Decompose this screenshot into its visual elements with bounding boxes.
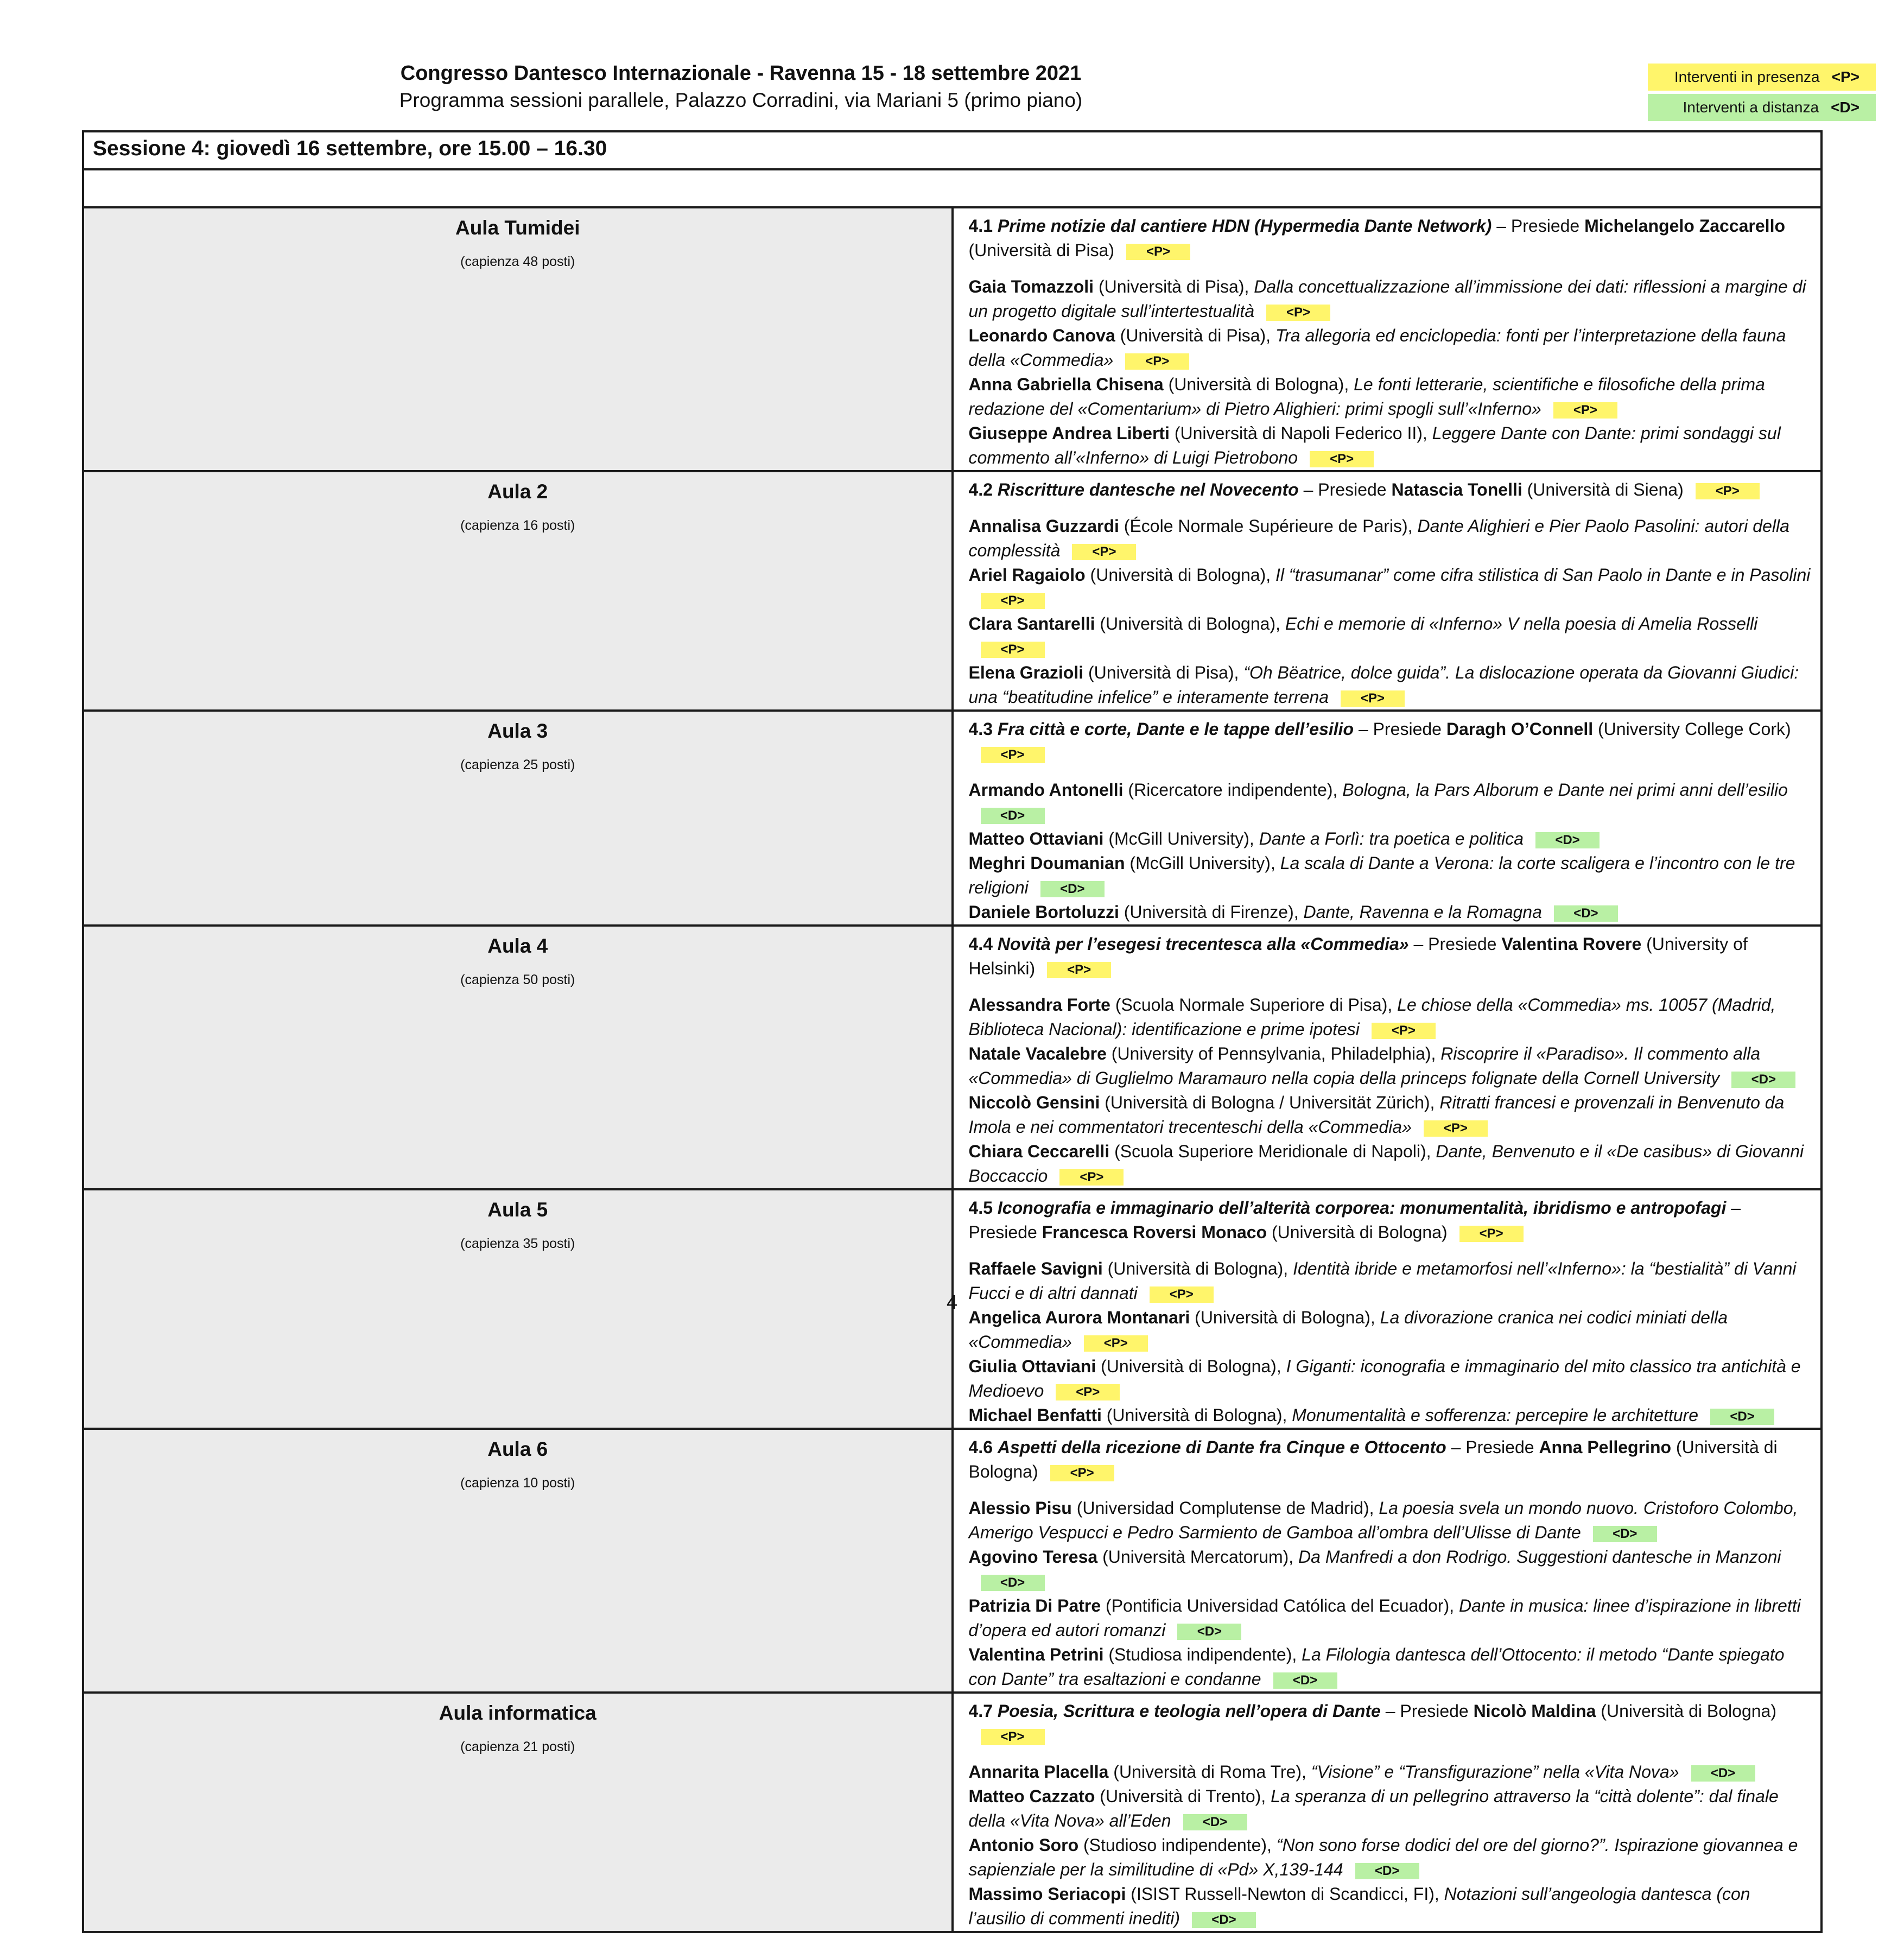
room-name: Aula Tumidei — [455, 217, 580, 239]
talk-title: Monumentalità e sofferenza: percepire le architetture — [1292, 1405, 1699, 1425]
room-capacity: (capienza 25 posti) — [460, 757, 575, 772]
talk-speaker: Alessandra Forte — [968, 995, 1110, 1015]
talk-affiliation: (Università Mercatorum), — [1102, 1547, 1294, 1567]
room-cell — [83, 1693, 953, 1932]
talk-affiliation: (Università di Bologna / Universität Zürich), — [1105, 1093, 1435, 1112]
talk-speaker: Raffaele Savigni — [968, 1259, 1103, 1278]
mode-badge: <P> — [981, 642, 1045, 658]
talk-title: Dante a Forlì: tra poetica e politica — [1259, 829, 1524, 848]
talk-affiliation: (Pontificia Universidad Católica del Ecuador), — [1106, 1596, 1455, 1615]
session-title: Novità per l’esegesi trecentesca alla «Commedia» — [997, 934, 1409, 954]
talk-affiliation: (Ricercatore indipendente), — [1128, 780, 1338, 800]
talk-speaker: Natale Vacalebre — [968, 1044, 1107, 1063]
talk-item — [969, 851, 1811, 900]
room-cell — [83, 1429, 953, 1693]
mode-badge: <D> — [981, 808, 1045, 824]
talk-affiliation: (Università di Pisa), — [1088, 663, 1239, 682]
talk-item — [969, 372, 1811, 421]
chair-affiliation: (Università di Bologna) — [968, 1437, 1778, 1481]
talk-item — [969, 1354, 1811, 1403]
talk-speaker: Matteo Ottaviani — [968, 829, 1104, 848]
talk-affiliation: (Studioso indipendente), — [1083, 1835, 1272, 1855]
mode-badge: <P> — [1072, 544, 1136, 560]
chair-name: Daragh O’Connell — [1446, 719, 1594, 739]
chair-affiliation: (Università di Pisa) — [968, 240, 1115, 260]
mode-badge: <P> — [1150, 1286, 1214, 1303]
session-header: Sessione 4: giovedì 16 settembre, ore 15.00 – 16.30 — [83, 131, 1822, 169]
talk-title: La speranza di un pellegrino attraverso la “città dolente”: dal finale della «Vita Nova» all’Eden — [968, 1786, 1779, 1830]
talk-speaker: Gaia Tomazzoli — [968, 277, 1094, 296]
mode-badge: <P> — [1310, 451, 1374, 467]
legend-presence-code: <P> — [1831, 68, 1859, 85]
talk-affiliation: (Università di Bologna), — [1101, 1357, 1281, 1376]
talk-item — [969, 900, 1811, 924]
program-table — [82, 130, 1823, 1933]
mode-badge: <P> — [981, 593, 1045, 609]
room-row — [83, 471, 1822, 711]
mode-badge: <D> — [1040, 881, 1105, 897]
session-number: 4.5 — [968, 1198, 993, 1218]
talk-speaker: Ariel Ragaiolo — [968, 565, 1086, 585]
mode-badge: <D> — [1554, 905, 1618, 922]
talk-affiliation: (Università di Napoli Federico II), — [1174, 423, 1427, 443]
mode-badge: <D> — [981, 1575, 1045, 1591]
talk-title: Dante Alighieri e Pier Paolo Pasolini: autori della complessità — [968, 516, 1789, 560]
chair-prefix: – Presiede — [1358, 719, 1442, 739]
mode-badge: <P> — [1059, 1169, 1124, 1186]
talk-speaker: Michael Benfatti — [968, 1405, 1102, 1425]
chair-name: Francesca Roversi Monaco — [1042, 1222, 1267, 1242]
legend-presence-label: Interventi in presenza — [1674, 68, 1820, 85]
talk-speaker: Giulia Ottaviani — [968, 1357, 1096, 1376]
talk-title: Il “trasumanar” come cifra stilistica di San Paolo in Dante e in Pasolini — [1275, 565, 1811, 585]
session-cell — [953, 471, 1822, 711]
legend-distance-code: <D> — [1831, 99, 1859, 116]
talk-title: Tra allegoria ed enciclopedia: fonti per l’interpretazione della fauna della «Commedia» — [968, 326, 1786, 370]
talk-title: “Visione” e “Transfigurazione” nella «Vita Nova» — [1311, 1762, 1679, 1782]
room-capacity: (capienza 48 posti) — [460, 254, 575, 269]
talk-affiliation: (Università di Pisa), — [1120, 326, 1271, 345]
talk-affiliation: (Università di Trento), — [1100, 1786, 1266, 1806]
talk-title: Dalla concettualizzazione all’immissione dei dati: riflessioni a margine di un progetto digitale sull’intertestualità — [968, 277, 1806, 321]
session-number: 4.1 — [968, 216, 993, 236]
session-title: Prime notizie dal cantiere HDN (Hypermedia Dante Network) — [997, 216, 1492, 236]
talk-title: La Filologia dantesca dell’Ottocento: il metodo “Dante spiegato con Dante” tra esaltazioni e condanne — [968, 1645, 1785, 1689]
session-number: 4.4 — [968, 934, 993, 954]
talk-title: Echi e memorie di «Inferno» V nella poesia di Amelia Rosselli — [1285, 614, 1758, 633]
chair-prefix: – Presiede — [1451, 1437, 1534, 1457]
talk-item — [969, 1496, 1811, 1545]
talk-title: Dante, Ravenna e la Romagna — [1303, 902, 1542, 922]
talk-affiliation: (Scuola Normale Superiore di Pisa), — [1115, 995, 1393, 1015]
chair-name: Anna Pellegrino — [1539, 1437, 1672, 1457]
talk-affiliation: (McGill University), — [1129, 853, 1275, 873]
chair-name: Nicolò Maldina — [1473, 1701, 1596, 1721]
talk-item — [969, 1139, 1811, 1188]
mode-badge: <P> — [1372, 1023, 1436, 1039]
talk-speaker: Clara Santarelli — [968, 614, 1095, 633]
talk-item — [969, 778, 1811, 827]
room-capacity: (capienza 50 posti) — [460, 972, 575, 987]
mode-badge: <P> — [1696, 483, 1760, 499]
talk-speaker: Daniele Bortoluzzi — [968, 902, 1119, 922]
talk-title: Notazioni sull’angeologia dantesca (con l’ausilio di commenti inediti) — [968, 1884, 1750, 1928]
talk-speaker: Antonio Soro — [968, 1835, 1079, 1855]
talk-affiliation: (University of Pennsylvania, Philadelphia), — [1111, 1044, 1436, 1063]
room-name: Aula 4 — [487, 935, 548, 957]
talk-speaker: Matteo Cazzato — [968, 1786, 1095, 1806]
mode-badge: <D> — [1593, 1526, 1657, 1542]
mode-badge: <D> — [1183, 1814, 1247, 1830]
talk-title: Dante in musica: linee d’ispirazione in libretti d’opera ed autori romanzi — [968, 1596, 1801, 1640]
mode-badge: <P> — [1553, 402, 1617, 419]
talk-item — [969, 1882, 1811, 1931]
talk-affiliation: (ISIST Russell-Newton di Scandicci, FI), — [1131, 1884, 1439, 1904]
chair-name: Valentina Rovere — [1501, 934, 1642, 954]
session-number: 4.6 — [968, 1437, 993, 1457]
room-cell — [83, 926, 953, 1189]
talk-item — [969, 1545, 1811, 1594]
mode-badge: <D> — [1192, 1912, 1256, 1928]
chair-affiliation: (Università di Bologna) — [1601, 1701, 1776, 1721]
session-title: Aspetti della ricezione di Dante fra Cinque e Ottocento — [997, 1437, 1446, 1457]
room-capacity: (capienza 16 posti) — [460, 518, 575, 533]
talk-title: La scala di Dante a Verona: la corte scaligera e l’incontro con le tre religioni — [968, 853, 1795, 897]
room-name: Aula 2 — [487, 480, 548, 503]
talk-item — [969, 1594, 1811, 1643]
talk-title: Identità ibride e metamorfosi nell’«Inferno»: la “bestialità” di Vanni Fucci e di altri dannati — [968, 1259, 1797, 1303]
mode-badge: <D> — [1177, 1624, 1241, 1640]
talk-item — [969, 275, 1811, 324]
mode-badge: <P> — [1126, 244, 1190, 260]
chair-affiliation: (Università di Siena) — [1527, 480, 1684, 499]
session-number: 4.2 — [968, 480, 993, 499]
talk-speaker: Anna Gabriella Chisena — [968, 375, 1164, 394]
legend-distance — [1648, 94, 1876, 121]
legend — [1648, 64, 1876, 124]
talk-item — [969, 993, 1811, 1042]
room-name: Aula 3 — [487, 720, 548, 742]
mode-badge: <P> — [1084, 1335, 1148, 1352]
talk-speaker: Armando Antonelli — [968, 780, 1124, 800]
document-title: Congresso Dantesco Internazionale - Ravenna 15 - 18 settembre 2021 — [400, 62, 1082, 85]
session-title: Poesia, Scrittura e teologia nell’opera di Dante — [997, 1701, 1381, 1721]
session-title: Iconografia e immaginario dell’alterità corporea: monumentalità, ibridismo e antropofagi — [997, 1198, 1727, 1218]
talk-title: “Non sono forse dodici del ore del giorno?”. Ispirazione giovannea e sapienziale per la similitudine di «Pd» X,139-144 — [968, 1835, 1798, 1879]
session-title-line — [969, 214, 1811, 263]
talk-title: I Giganti: iconografia e immaginario del mito classico tra antichità e Medioevo — [968, 1357, 1801, 1400]
mode-badge: <P> — [1047, 962, 1111, 978]
talk-affiliation: (Universidad Complutense de Madrid), — [1076, 1498, 1374, 1518]
talk-affiliation: (Università di Bologna), — [1090, 565, 1271, 585]
talk-item — [969, 1643, 1811, 1691]
session-cell — [953, 1693, 1822, 1932]
talk-affiliation: (Università di Bologna), — [1107, 1259, 1289, 1278]
talk-title: Leggere Dante con Dante: primi sondaggi sul commento all’«Inferno» di Luigi Pietrobono — [968, 423, 1781, 467]
talk-affiliation: (Università di Bologna), — [1168, 375, 1349, 394]
chair-prefix: – Presiede — [1496, 216, 1580, 236]
talk-speaker: Meghri Doumanian — [968, 853, 1125, 873]
chair-prefix: – Presiede — [1385, 1701, 1469, 1721]
mode-badge: <D> — [1731, 1072, 1795, 1088]
talk-speaker: Giuseppe Andrea Liberti — [968, 423, 1170, 443]
talk-item — [969, 1833, 1811, 1882]
talk-item — [969, 514, 1811, 563]
talk-affiliation: (McGill University), — [1108, 829, 1254, 848]
talk-affiliation: (Università di Roma Tre), — [1113, 1762, 1306, 1782]
room-row — [83, 926, 1822, 1189]
document-subtitle: Programma sessioni parallele, Palazzo Corradini, via Mariani 5 (primo piano) — [399, 89, 1083, 111]
room-row — [83, 207, 1822, 471]
room-name: Aula 5 — [487, 1199, 548, 1221]
session-title-line — [969, 1699, 1811, 1748]
mode-badge: <D> — [1355, 1863, 1419, 1879]
talk-title: “Oh Bëatrice, dolce guida”. La dislocazione operata da Giovanni Giudici: una “beatitudine infelice” e interamente terrena — [968, 663, 1799, 707]
room-capacity: (capienza 10 posti) — [460, 1475, 575, 1491]
session-cell — [953, 926, 1822, 1189]
chair-affiliation: (University College Cork) — [1598, 719, 1791, 739]
room-row — [83, 1693, 1822, 1932]
chair-affiliation: (University of Helsinki) — [968, 934, 1748, 978]
chair-prefix: – Presiede — [1303, 480, 1387, 499]
mode-badge: <P> — [1125, 353, 1189, 370]
talk-item — [969, 1403, 1811, 1428]
talk-speaker: Alessio Pisu — [968, 1498, 1072, 1518]
mode-badge: <P> — [1050, 1465, 1114, 1481]
talk-item — [969, 827, 1811, 851]
talk-title: Ritratti francesi e provenzali in Benvenuto da Imola e nei commentatori trecenteschi della «Commedia» — [968, 1093, 1785, 1137]
session-cell — [953, 207, 1822, 471]
mode-badge: <P> — [981, 1729, 1045, 1745]
talk-item — [969, 661, 1811, 709]
talk-affiliation: (École Normale Supérieure de Paris), — [1124, 516, 1413, 536]
session-title-line — [969, 717, 1811, 766]
talk-affiliation: (Università di Bologna), — [1195, 1308, 1375, 1327]
talk-speaker: Patrizia Di Patre — [968, 1596, 1101, 1615]
chair-name: Michelangelo Zaccarello — [1584, 216, 1785, 236]
talk-affiliation: (Università di Pisa), — [1098, 277, 1249, 296]
room-name: Aula 6 — [487, 1438, 548, 1460]
blank-row — [83, 169, 1822, 207]
talk-affiliation: (Studiosa indipendente), — [1108, 1645, 1297, 1664]
talk-speaker: Massimo Seriacopi — [968, 1884, 1126, 1904]
talk-title: La poesia svela un mondo nuovo. Cristoforo Colombo, Amerigo Vespucci e Pedro Sarmiento de Gamboa all’ombra dell’Ulisse di Dante — [968, 1498, 1798, 1542]
talk-speaker: Chiara Ceccarelli — [968, 1142, 1110, 1161]
talk-item — [969, 324, 1811, 372]
session-title-line — [969, 1196, 1811, 1245]
session-title: Fra città e corte, Dante e le tappe dell’esilio — [997, 719, 1354, 739]
mode-badge: <P> — [1266, 305, 1330, 321]
mode-badge: <D> — [1710, 1409, 1774, 1425]
talk-title: Le fonti letterarie, scientifiche e filosofiche della prima redazione del «Comentarium» di Pietro Alighieri: primi spogli sull’«Inferno» — [968, 375, 1765, 419]
mode-badge: <P> — [1459, 1226, 1524, 1242]
chair-affiliation: (Università di Bologna) — [1271, 1222, 1448, 1242]
room-cell — [83, 711, 953, 926]
talk-title: Dante, Benvenuto e il «De casibus» di Giovanni Boccaccio — [968, 1142, 1804, 1186]
legend-presence — [1648, 64, 1876, 91]
chair-prefix: – Presiede — [1413, 934, 1497, 954]
talk-speaker: Valentina Petrini — [968, 1645, 1104, 1664]
legend-distance-label: Interventi a distanza — [1683, 99, 1819, 116]
talk-title: Riscoprire il «Paradiso». Il commento alla «Commedia» di Guglielmo Maramauro nella copia della princeps folignate della Cornell University — [968, 1044, 1760, 1088]
session-number: 4.7 — [968, 1701, 993, 1721]
mode-badge: <P> — [1056, 1384, 1120, 1400]
mode-badge: <P> — [1424, 1120, 1488, 1137]
session-title-line — [969, 932, 1811, 981]
room-capacity: (capienza 21 posti) — [460, 1739, 575, 1754]
talk-item — [969, 1091, 1811, 1139]
talk-speaker: Agovino Teresa — [968, 1547, 1098, 1567]
talk-speaker: Annarita Placella — [968, 1762, 1109, 1782]
talk-item — [969, 1784, 1811, 1833]
room-cell — [83, 207, 953, 471]
room-capacity: (capienza 35 posti) — [460, 1236, 575, 1251]
talk-speaker: Leonardo Canova — [968, 326, 1115, 345]
chair-name: Natascia Tonelli — [1391, 480, 1522, 499]
talk-speaker: Annalisa Guzzardi — [968, 516, 1119, 536]
talk-title: Le chiose della «Commedia» ms. 10057 (Madrid, Biblioteca Nacional): identificazione e prime ipotesi — [968, 995, 1776, 1039]
talk-affiliation: (Università di Bologna), — [1106, 1405, 1287, 1425]
session-title-line — [969, 1435, 1811, 1484]
talk-item — [969, 1042, 1811, 1091]
talk-title: Da Manfredi a don Rodrigo. Suggestioni dantesche in Manzoni — [1298, 1547, 1781, 1567]
talk-item — [969, 1760, 1811, 1784]
talk-affiliation: (Università di Bologna), — [1100, 614, 1280, 633]
session-title-line — [969, 478, 1811, 502]
talk-title: Bologna, la Pars Alborum e Dante nei primi anni dell’esilio — [1342, 780, 1788, 800]
mode-badge: <D> — [1273, 1672, 1337, 1689]
mode-badge: <P> — [1341, 690, 1405, 707]
room-row — [83, 1429, 1822, 1693]
talk-item — [969, 421, 1811, 470]
talk-speaker: Elena Grazioli — [968, 663, 1084, 682]
session-cell — [953, 711, 1822, 926]
session-number: 4.3 — [968, 719, 993, 739]
mode-badge: <D> — [1691, 1765, 1755, 1782]
room-cell — [83, 471, 953, 711]
page-number: 4 — [946, 1291, 958, 1313]
talk-item — [969, 612, 1811, 661]
talk-speaker: Angelica Aurora Montanari — [968, 1308, 1190, 1327]
talk-speaker: Niccolò Gensini — [968, 1093, 1100, 1112]
talk-title: La divorazione cranica nei codici miniati della «Commedia» — [968, 1308, 1728, 1352]
talk-affiliation: (Scuola Superiore Meridionale di Napoli), — [1114, 1142, 1431, 1161]
session-title: Riscritture dantesche nel Novecento — [997, 480, 1299, 499]
talk-item — [969, 563, 1811, 612]
talk-affiliation: (Università di Firenze), — [1124, 902, 1299, 922]
chair-prefix: – Presiede — [968, 1198, 1741, 1242]
mode-badge: <D> — [1535, 832, 1600, 848]
room-name: Aula informatica — [439, 1702, 596, 1724]
document-header — [0, 60, 1482, 114]
mode-badge: <P> — [981, 747, 1045, 763]
session-cell — [953, 1429, 1822, 1693]
room-row — [83, 711, 1822, 926]
